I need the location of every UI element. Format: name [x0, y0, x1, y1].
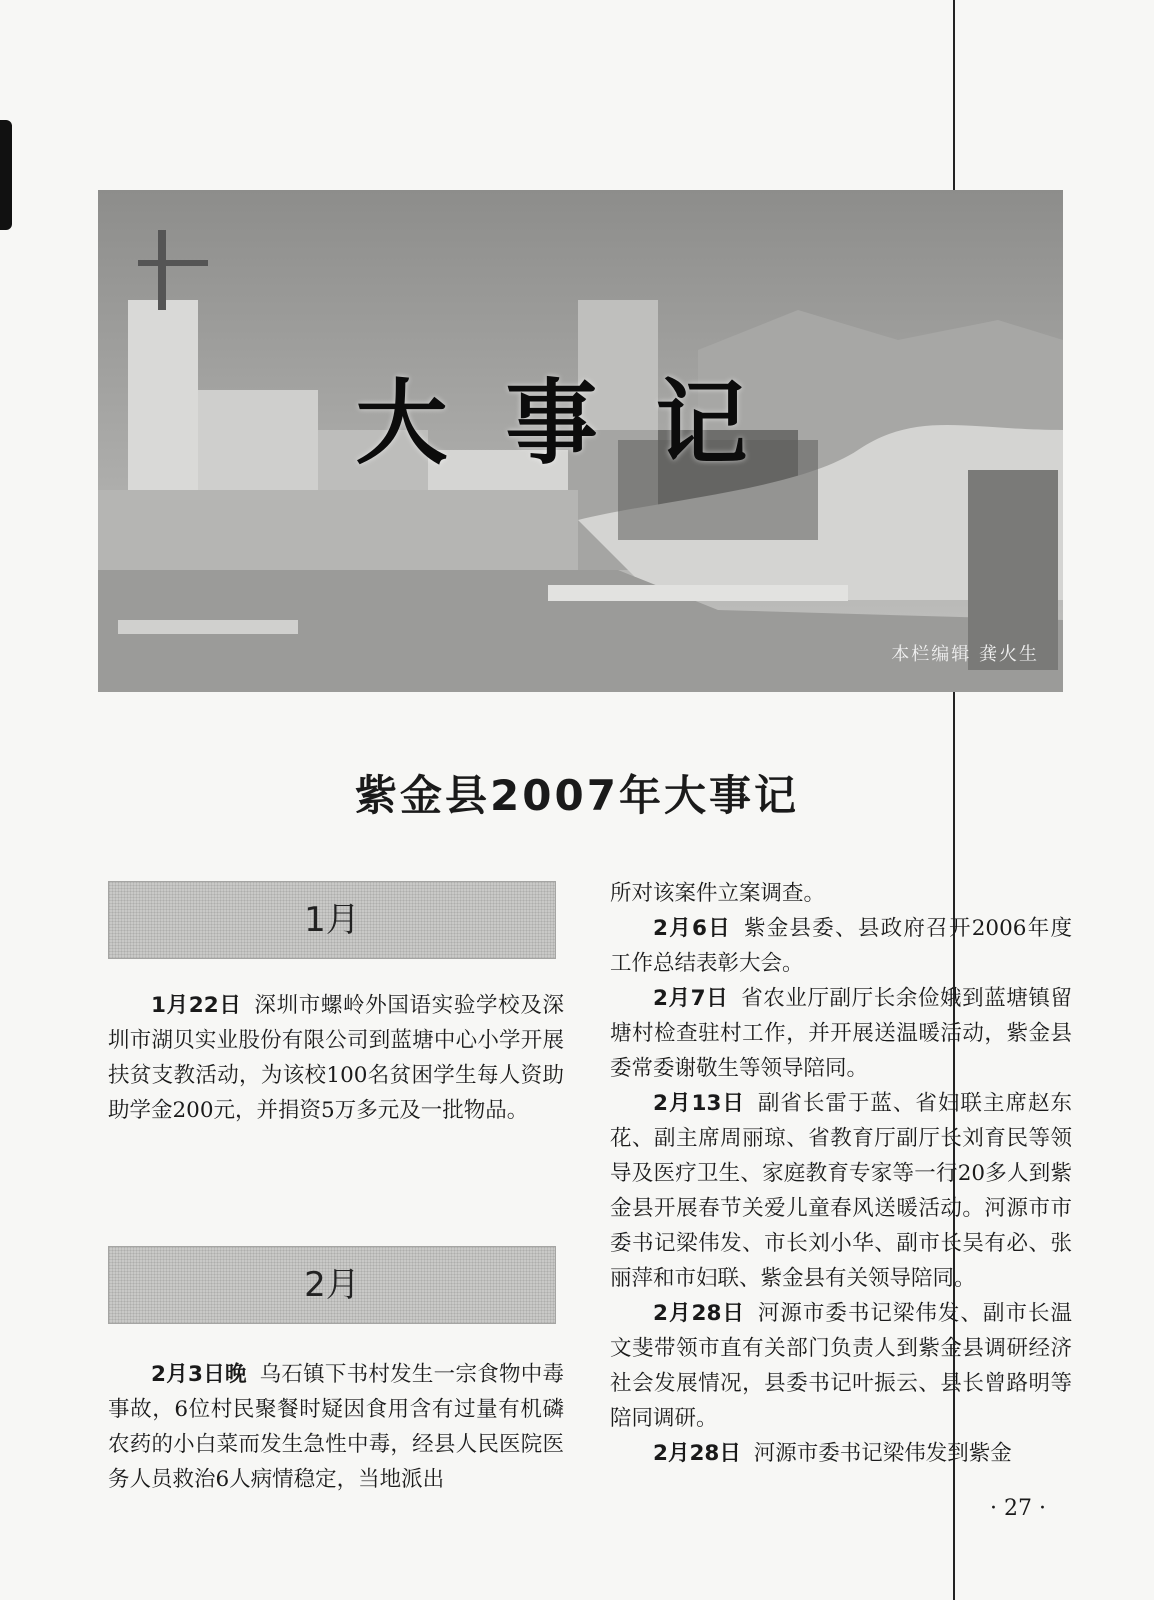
banner-title: 大事记 — [355, 370, 806, 477]
entry-text: 副省长雷于蓝、省妇联主席赵东花、副主席周丽琼、省教育厅副厅长刘育民等领导及医疗卫生、家庭教育专家等一行20多人到紫金县开展春节关爱儿童春风送暖活动。河源市市委书记梁伟发、市长刘小华、副市长吴有必、张丽萍和市妇联、紫金县有关领导陪同。 — [610, 1091, 1072, 1291]
entry-continuation: 所对该案件立案调查。 — [610, 881, 826, 906]
scan-edge-mark — [0, 120, 12, 230]
entry-text: 省农业厅副厅长余俭娥到蓝塘镇留塘村检查驻村工作，并开展送温暖活动，紫金县委常委谢敬生等领导陪同。 — [610, 986, 1072, 1081]
entry-text: 乌石镇下书村发生一宗食物中毒事故，6位村民聚餐时疑因食用含有过量有机磷农药的小白菜而发生急性中毒，经县人民医院医务人员救治6人病情稳定，当地派出 — [108, 1362, 564, 1492]
banner-photo — [98, 190, 1063, 692]
month-heading-january: 1月 — [108, 881, 556, 959]
february-entries-right — [610, 876, 1072, 1471]
entry-date: 1月22日 — [151, 993, 242, 1018]
entry-date: 2月6日 — [653, 916, 732, 941]
entry-paragraph — [108, 1357, 564, 1497]
month-heading-february: 2月 — [108, 1246, 556, 1324]
entry-date: 2月13日 — [653, 1091, 745, 1116]
page-number: · 27 · — [990, 1496, 1046, 1521]
entry-paragraph — [610, 911, 1072, 981]
entry-paragraph — [610, 1086, 1072, 1296]
entry-date: 2月7日 — [653, 986, 729, 1011]
entry-date: 2月3日晚 — [151, 1362, 247, 1387]
entry-paragraph — [610, 1436, 1072, 1471]
document-title: 紫金县2007年大事记 — [355, 771, 799, 820]
january-entries — [108, 988, 564, 1128]
entry-paragraph — [108, 988, 564, 1128]
entry-text: 河源市委书记梁伟发到紫金 — [753, 1441, 1012, 1466]
entry-text: 深圳市螺岭外国语实验学校及深圳市湖贝实业股份有限公司到蓝塘中心小学开展扶贫支教活动，为该校100名贫困学生每人资助助学金200元，并捐资5万多元及一批物品。 — [108, 993, 564, 1123]
entry-paragraph — [610, 981, 1072, 1086]
entry-paragraph — [610, 1296, 1072, 1436]
entry-text: 紫金县委、县政府召开2006年度工作总结表彰大会。 — [610, 916, 1073, 976]
entry-date: 2月28日 — [653, 1441, 741, 1466]
entry-text: 河源市委书记梁伟发、副市长温文斐带领市直有关部门负责人到紫金县调研经济社会发展情况，县委书记叶振云、县长曾路明等陪同调研。 — [610, 1301, 1072, 1431]
february-entries-left — [108, 1357, 564, 1497]
entry-date: 2月28日 — [653, 1301, 745, 1326]
banner-photo-credit: 本栏编辑 龚火生 — [891, 644, 1039, 665]
